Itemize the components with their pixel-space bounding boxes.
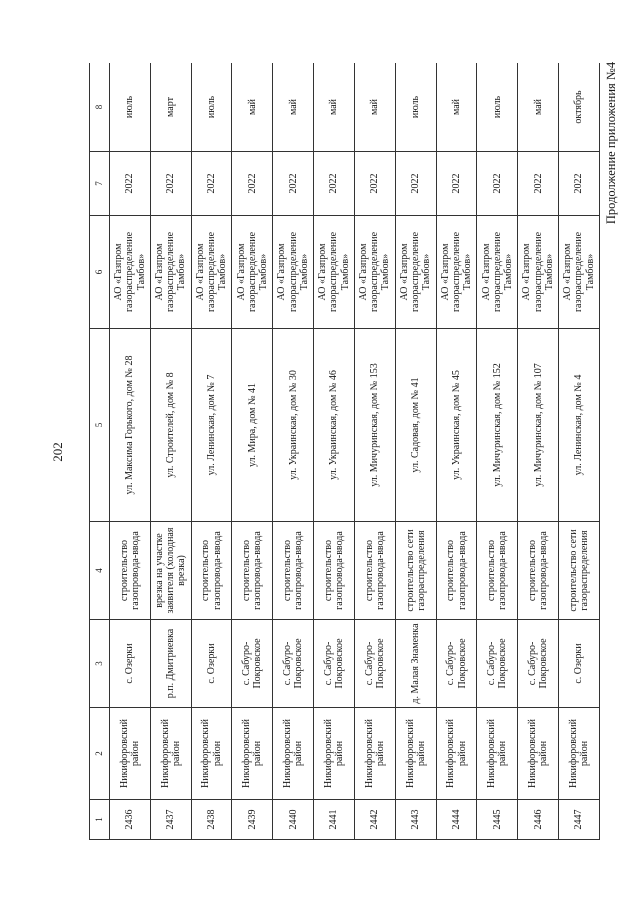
work-type-cell: строительство газопровода-ввода xyxy=(110,522,151,620)
column-number-cell: 1 xyxy=(90,800,110,840)
year-cell: 2022 xyxy=(314,152,355,216)
organization-cell: АО «Газпром газораспределение Тамбов» xyxy=(436,216,477,329)
locality-cell: с. Озерки xyxy=(559,620,600,708)
month-cell: июль xyxy=(395,63,436,152)
month-cell: июль xyxy=(477,63,518,152)
table-row xyxy=(150,63,191,840)
year-cell: 2022 xyxy=(395,152,436,216)
table-container xyxy=(89,63,600,840)
row-number-cell: 2436 xyxy=(110,800,151,840)
month-cell: июль xyxy=(110,63,151,152)
table-row xyxy=(232,63,273,840)
organization-cell: АО «Газпром газораспределение Тамбов» xyxy=(518,216,559,329)
column-number-cell: 4 xyxy=(90,522,110,620)
work-type-cell: строительство сети газораспределения xyxy=(559,522,600,620)
row-number-cell: 2446 xyxy=(518,800,559,840)
row-number-cell: 2437 xyxy=(150,800,191,840)
work-type-cell: строительство газопровода-ввода xyxy=(273,522,314,620)
district-cell: Никифоровский район xyxy=(314,708,355,800)
table-row xyxy=(395,63,436,840)
year-cell: 2022 xyxy=(436,152,477,216)
locality-cell: с. Сабуро-Покровское xyxy=(518,620,559,708)
organization-cell: АО «Газпром газораспределение Тамбов» xyxy=(191,216,232,329)
district-cell: Никифоровский район xyxy=(559,708,600,800)
appendix-title: Продолжение приложения №4 xyxy=(604,61,618,225)
work-type-cell: строительство газопровода-ввода xyxy=(518,522,559,620)
district-cell: Никифоровский район xyxy=(191,708,232,800)
year-cell: 2022 xyxy=(477,152,518,216)
work-type-cell: строительство газопровода-ввода xyxy=(436,522,477,620)
row-number-cell: 2441 xyxy=(314,800,355,840)
address-cell: ул. Мичуринская, дом № 153 xyxy=(354,329,395,522)
organization-cell: АО «Газпром газораспределение Тамбов» xyxy=(150,216,191,329)
table-row xyxy=(559,63,600,840)
organization-cell: АО «Газпром газораспределение Тамбов» xyxy=(395,216,436,329)
organization-cell: АО «Газпром газораспределение Тамбов» xyxy=(559,216,600,329)
column-number-row xyxy=(90,63,110,840)
address-cell: ул. Мичуринская, дом № 107 xyxy=(518,329,559,522)
row-number-cell: 2444 xyxy=(436,800,477,840)
row-number-cell: 2447 xyxy=(559,800,600,840)
column-number-cell: 7 xyxy=(90,152,110,216)
address-cell: ул. Украинская, дом № 30 xyxy=(273,329,314,522)
address-cell: ул. Мичуринская, дом № 152 xyxy=(477,329,518,522)
address-cell: ул. Максима Горького, дом № 28 xyxy=(110,329,151,522)
locality-cell: с. Озерки xyxy=(191,620,232,708)
month-cell: май xyxy=(232,63,273,152)
locality-cell: с. Сабуро-Покровское xyxy=(354,620,395,708)
work-type-cell: строительство газопровода-ввода xyxy=(354,522,395,620)
locality-cell: с. Сабуро-Покровское xyxy=(314,620,355,708)
organization-cell: АО «Газпром газораспределение Тамбов» xyxy=(477,216,518,329)
year-cell: 2022 xyxy=(518,152,559,216)
district-cell: Никифоровский район xyxy=(150,708,191,800)
work-type-cell: строительство газопровода-ввода xyxy=(191,522,232,620)
work-type-cell: строительство газопровода-ввода xyxy=(314,522,355,620)
month-cell: май xyxy=(314,63,355,152)
work-type-cell: строительство газопровода-ввода xyxy=(477,522,518,620)
row-number-cell: 2439 xyxy=(232,800,273,840)
work-type-cell: строительство сети газораспределения xyxy=(395,522,436,620)
address-cell: ул. Ленинская, дом № 7 xyxy=(191,329,232,522)
row-number-cell: 2440 xyxy=(273,800,314,840)
row-number-cell: 2442 xyxy=(354,800,395,840)
organization-cell: АО «Газпром газораспределение Тамбов» xyxy=(232,216,273,329)
month-cell: март xyxy=(150,63,191,152)
locality-cell: с. Озерки xyxy=(110,620,151,708)
district-cell: Никифоровский район xyxy=(110,708,151,800)
table-row xyxy=(110,63,151,840)
year-cell: 2022 xyxy=(232,152,273,216)
address-cell: ул. Строителей, дом № 8 xyxy=(150,329,191,522)
organization-cell: АО «Газпром газораспределение Тамбов» xyxy=(314,216,355,329)
month-cell: май xyxy=(354,63,395,152)
table-row xyxy=(436,63,477,840)
address-cell: ул. Украинская, дом № 46 xyxy=(314,329,355,522)
month-cell: май xyxy=(518,63,559,152)
district-cell: Никифоровский район xyxy=(232,708,273,800)
column-number-cell: 2 xyxy=(90,708,110,800)
year-cell: 2022 xyxy=(150,152,191,216)
locality-cell: с. Сабуро-Покровское xyxy=(273,620,314,708)
column-number-cell: 3 xyxy=(90,620,110,708)
table-row xyxy=(518,63,559,840)
locality-cell: д. Малая Знаменка xyxy=(395,620,436,708)
month-cell: октябрь xyxy=(559,63,600,152)
district-cell: Никифоровский район xyxy=(477,708,518,800)
organization-cell: АО «Газпром газораспределение Тамбов» xyxy=(273,216,314,329)
address-cell: ул. Садовая, дом № 41 xyxy=(395,329,436,522)
address-cell: ул. Украинская, дом № 45 xyxy=(436,329,477,522)
row-number-cell: 2438 xyxy=(191,800,232,840)
locality-cell: р.п. Дмитриевка xyxy=(150,620,191,708)
table-row xyxy=(314,63,355,840)
locality-cell: с. Сабуро-Покровское xyxy=(477,620,518,708)
month-cell: май xyxy=(273,63,314,152)
organization-cell: АО «Газпром газораспределение Тамбов» xyxy=(110,216,151,329)
locality-cell: с. Сабуро-Покровское xyxy=(232,620,273,708)
table-row xyxy=(191,63,232,840)
row-number-cell: 2443 xyxy=(395,800,436,840)
work-type-cell: строительство газопровода-ввода xyxy=(232,522,273,620)
column-number-cell: 5 xyxy=(90,329,110,522)
year-cell: 2022 xyxy=(191,152,232,216)
address-cell: ул. Ленинская, дом № 4 xyxy=(559,329,600,522)
year-cell: 2022 xyxy=(273,152,314,216)
address-cell: ул. Мира, дом № 41 xyxy=(232,329,273,522)
year-cell: 2022 xyxy=(110,152,151,216)
organization-cell: АО «Газпром газораспределение Тамбов» xyxy=(354,216,395,329)
district-cell: Никифоровский район xyxy=(518,708,559,800)
row-number-cell: 2445 xyxy=(477,800,518,840)
table-row xyxy=(354,63,395,840)
district-cell: Никифоровский район xyxy=(273,708,314,800)
column-number-cell: 8 xyxy=(90,63,110,152)
district-cell: Никифоровский район xyxy=(436,708,477,800)
column-number-cell: 6 xyxy=(90,216,110,329)
district-cell: Никифоровский район xyxy=(395,708,436,800)
locality-cell: с. Сабуро-Покровское xyxy=(436,620,477,708)
work-type-cell: врезка на участке заявителя (холодная врезка) xyxy=(150,522,191,620)
table-row xyxy=(273,63,314,840)
table-row xyxy=(477,63,518,840)
page-number: 202 xyxy=(50,442,65,462)
data-table xyxy=(89,63,600,840)
year-cell: 2022 xyxy=(354,152,395,216)
month-cell: май xyxy=(436,63,477,152)
month-cell: июль xyxy=(191,63,232,152)
district-cell: Никифоровский район xyxy=(354,708,395,800)
year-cell: 2022 xyxy=(559,152,600,216)
